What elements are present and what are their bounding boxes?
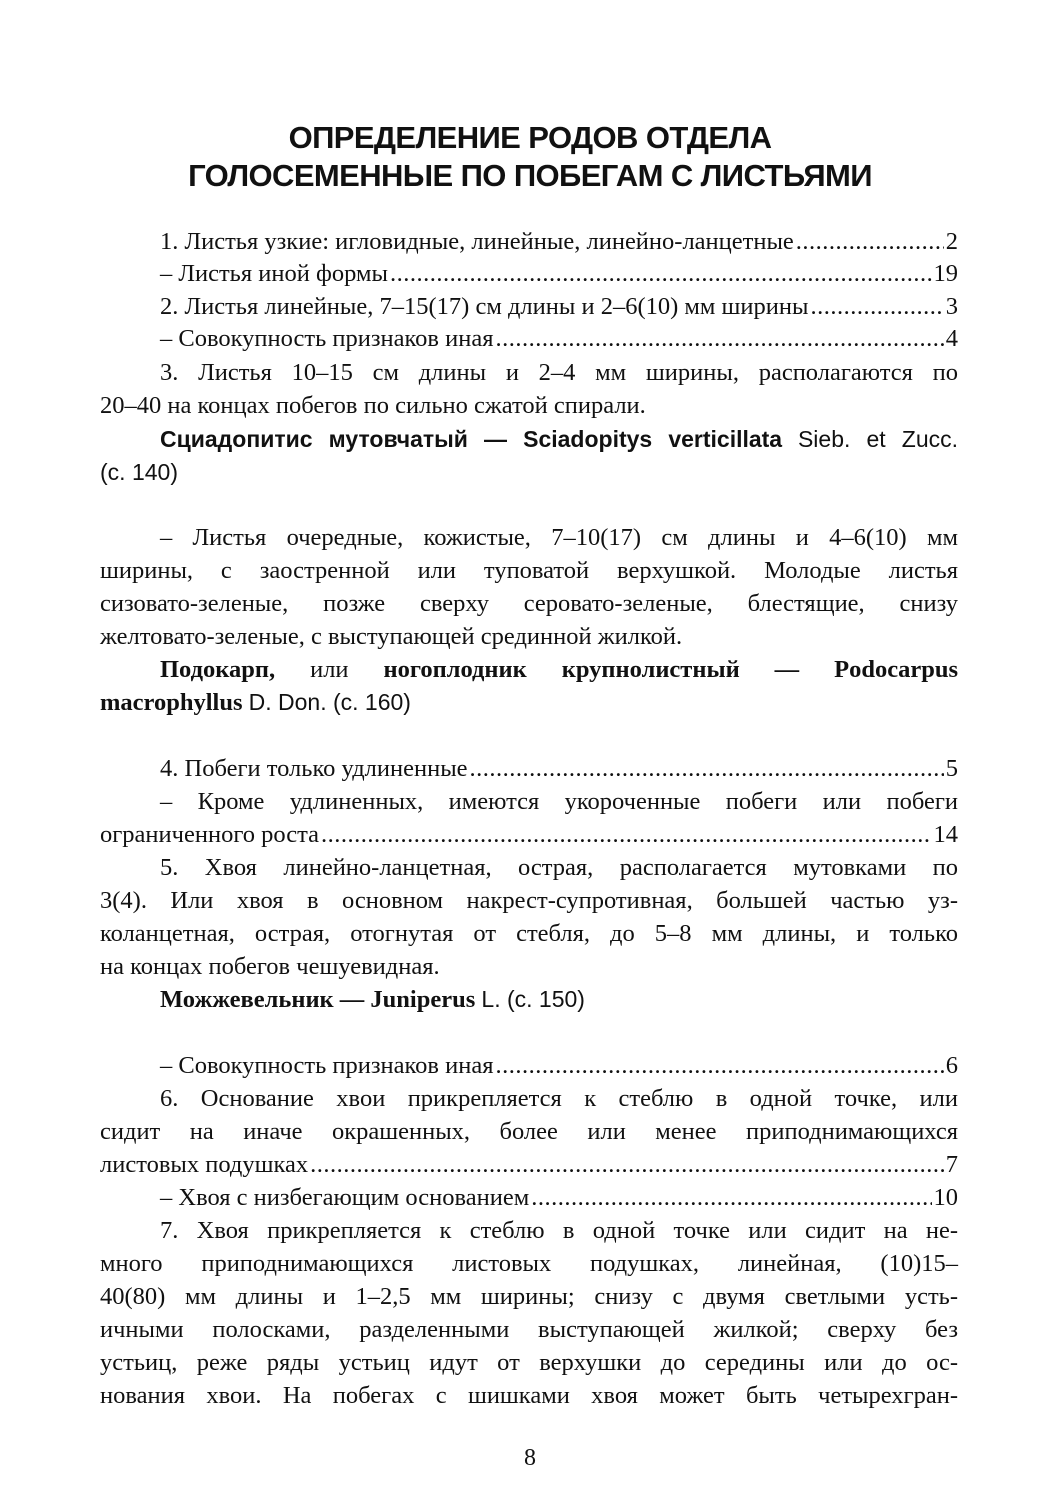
taxon-sciadopitys bbox=[160, 423, 958, 456]
key-step-target: 2 bbox=[945, 228, 958, 255]
key-step-3b-line-3: сизовато-зеленые, позже сверху серовато-зеленые, блестящие, снизу bbox=[100, 590, 958, 617]
page-title-line-2: ГОЛОСЕМЕННЫЕ ПО ПОБЕГАМ С ЛИСТЬЯМИ bbox=[188, 158, 872, 193]
key-step-1b bbox=[160, 257, 958, 290]
key-step-target: 10 bbox=[933, 1184, 958, 1211]
key-step-7-line-6: нования хвои. На побегах с шишками хвоя может быть четырехгран- bbox=[100, 1382, 958, 1409]
key-step-text: 1. Листья узкие: игловидные, линейные, линейно-ланцетные bbox=[160, 228, 794, 255]
page-ref: (с. 140) bbox=[100, 459, 178, 485]
taxon-name: Подокарп, bbox=[160, 656, 276, 683]
taxon-name: ногоплодник крупнолистный — Podocarpus bbox=[383, 656, 959, 683]
key-step-target: 4 bbox=[945, 325, 958, 352]
leader-dots bbox=[810, 290, 943, 323]
key-step-7-line-5: устьиц, реже ряды устьиц идут от верхушки до середины или до ос- bbox=[100, 1349, 958, 1376]
key-step-3b-line-4: желтовато-зеленые, с выступающей срединной жилкой. bbox=[100, 623, 683, 650]
key-step-3b-line-2: ширины, с заостренной или туповатой верхушкой. Молодые листья bbox=[100, 557, 958, 584]
key-step-target: 19 bbox=[933, 260, 958, 287]
taxon-podocarpus-line-2 bbox=[100, 686, 958, 719]
key-step-5a-line-2: 3(4). Или хвоя в основном накрест-супротивная, большей частью уз- bbox=[100, 887, 958, 914]
key-step-7-line-1: 7. Хвоя прикрепляется к стеблю в одной точке или сидит на не- bbox=[160, 1217, 958, 1244]
key-step-target: 5 bbox=[945, 755, 958, 782]
key-step-text: 2. Листья линейные, 7–15(17) см длины и 2–6(10) мм ширины bbox=[160, 293, 809, 320]
leader-dots bbox=[310, 1148, 944, 1181]
key-step-target: 3 bbox=[945, 293, 958, 320]
page-number: 8 bbox=[524, 1445, 536, 1471]
key-step-6a-line-1: 6. Основание хвои прикрепляется к стеблю в одной точке, или bbox=[160, 1085, 958, 1112]
taxon-author-ref: D. Don. (с. 160) bbox=[248, 689, 411, 715]
key-step-3a-line-1: 3. Листья 10–15 см длины и 2–4 мм ширины, располагаются по bbox=[160, 359, 958, 386]
key-step-4b-line-1: – Кроме удлиненных, имеются укороченные побеги или побеги bbox=[160, 788, 958, 815]
key-step-7-line-4: ичными полосками, разделенными выступающей жилкой; сверху без bbox=[100, 1316, 958, 1343]
key-step-5a-line-4: на концах побегов чешуевидная. bbox=[100, 953, 440, 980]
key-step-6b bbox=[160, 1181, 958, 1214]
page-title-line-1: ОПРЕДЕЛЕНИЕ РОДОВ ОТДЕЛА bbox=[288, 120, 772, 155]
taxon-author: Sieb. et Zucc. bbox=[797, 426, 958, 452]
key-step-target: 14 bbox=[933, 821, 958, 848]
key-step-6a-line-2: сидит на иначе окрашенных, более или менее приподнимающихся bbox=[100, 1118, 958, 1145]
key-step-3b-line-1: – Листья очередные, кожистые, 7–10(17) см длины и 4–6(10) мм bbox=[160, 524, 958, 551]
key-step-7-line-3: 40(80) мм длины и 1–2,5 мм ширины; снизу с двумя светлыми усть- bbox=[100, 1283, 958, 1310]
leader-dots bbox=[321, 818, 932, 851]
taxon-podocarpus bbox=[160, 653, 958, 686]
key-step-4a bbox=[160, 752, 958, 785]
taxon-name: macrophyllus bbox=[100, 689, 243, 716]
key-step-4b-line-2 bbox=[100, 818, 958, 851]
key-step-text: – Совокупность признаков иная bbox=[160, 325, 494, 352]
taxon-juniperus bbox=[160, 983, 958, 1016]
key-step-1a bbox=[160, 225, 958, 258]
key-step-5b bbox=[160, 1049, 958, 1082]
taxon-page-ref bbox=[100, 456, 958, 489]
leader-dots bbox=[496, 322, 944, 355]
key-step-2b bbox=[160, 322, 958, 355]
leader-dots bbox=[390, 257, 932, 290]
key-step-target: 7 bbox=[945, 1151, 958, 1178]
leader-dots bbox=[531, 1181, 931, 1214]
key-step-7-line-2: много приподнимающихся листовых подушках, линейная, (10)15– bbox=[100, 1250, 958, 1277]
key-step-text: листовых подушках bbox=[100, 1151, 309, 1178]
taxon-author-ref: L. (с. 150) bbox=[481, 986, 585, 1012]
key-step-text: ограниченного роста bbox=[100, 821, 319, 848]
key-step-target: 6 bbox=[945, 1052, 958, 1079]
taxon-name: Можжевельник — Juniperus bbox=[160, 986, 476, 1013]
key-step-6a-line-3 bbox=[100, 1148, 958, 1181]
taxon-or: или bbox=[310, 656, 349, 683]
key-step-text: – Хвоя с низбегающим основанием bbox=[160, 1184, 530, 1211]
taxon-name: Сциадопитис мутовчатый — Sciadopitys verticillata bbox=[160, 426, 783, 452]
key-step-5a-line-3: коланцетная, острая, отогнутая от стебля, до 5–8 мм длины, и только bbox=[100, 920, 958, 947]
leader-dots bbox=[470, 752, 944, 785]
leader-dots bbox=[796, 225, 944, 258]
leader-dots bbox=[496, 1049, 944, 1082]
key-step-text: – Совокупность признаков иная bbox=[160, 1052, 494, 1079]
key-step-text: – Листья иной формы bbox=[160, 260, 388, 287]
key-step-text: 4. Побеги только удлиненные bbox=[160, 755, 468, 782]
key-step-2a bbox=[160, 290, 958, 323]
key-step-5a-line-1: 5. Хвоя линейно-ланцетная, острая, располагается мутовками по bbox=[160, 854, 958, 881]
key-step-3a-line-2: 20–40 на концах побегов по сильно сжатой спирали. bbox=[100, 392, 646, 419]
